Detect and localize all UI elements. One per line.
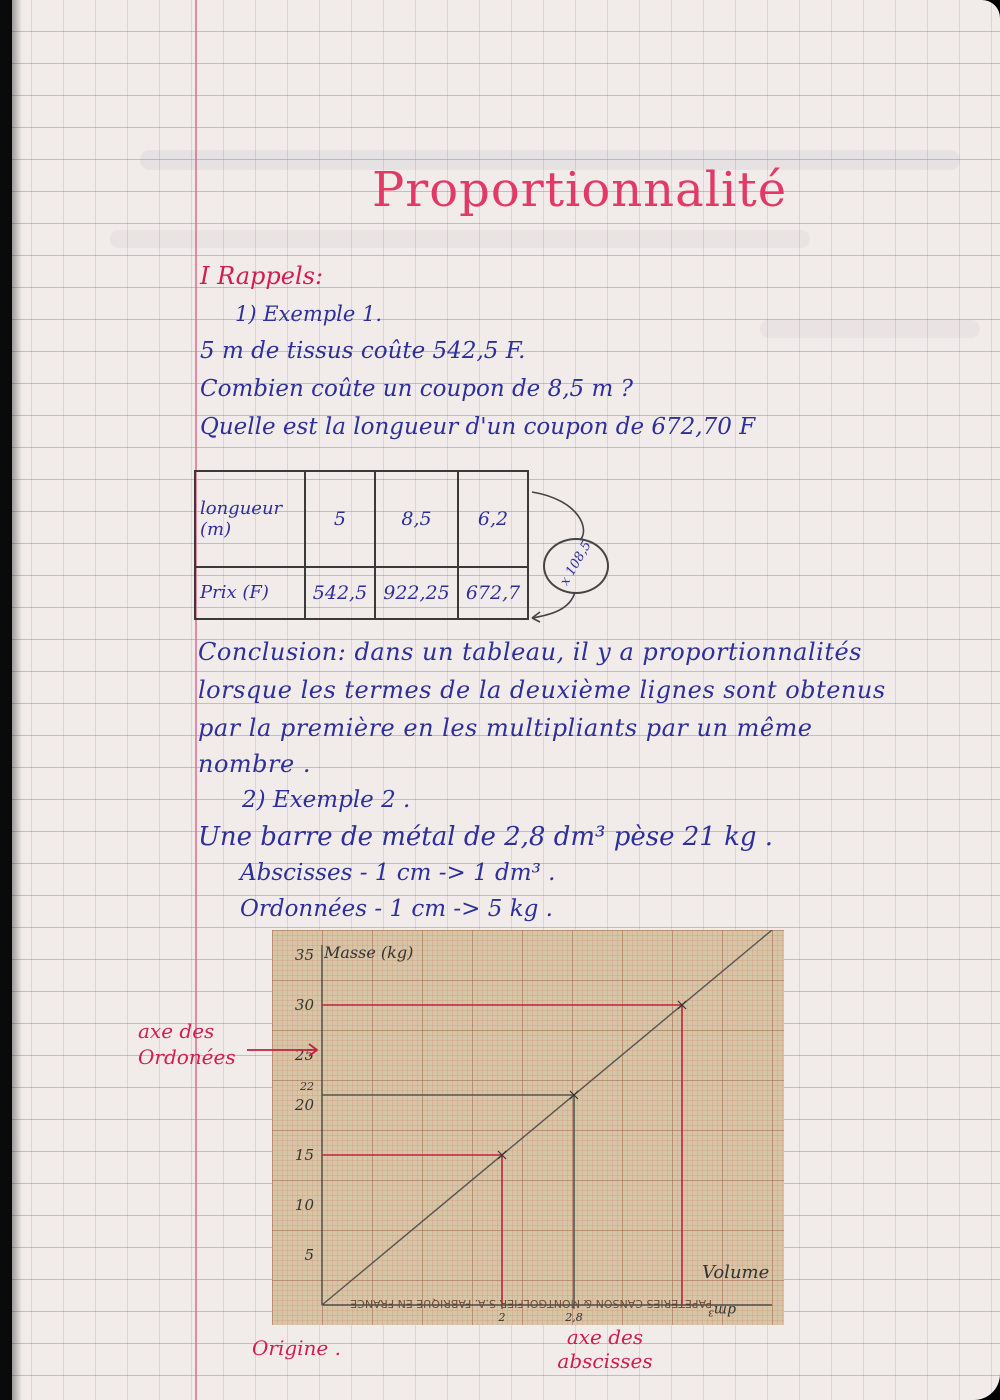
spine-shadow [12,0,22,1400]
paper-imprint: PAPETERIES CANSON & MONTGOLFIER S.A. FABRIQUE EN FRANCE [350,1297,712,1310]
table-cell-label: Prix (F) [195,567,305,619]
annotation-axe-abscisses: axe des abscisses [557,1325,653,1373]
chart-xlabel: Volume [702,1262,770,1283]
multiplier-label: x 108,5 [557,538,595,589]
example2-line1: Une barre de métal de 2,8 dm³ pèse 21 kg . [198,822,774,852]
multiplier-bubble [543,538,609,594]
chart-x-unit: dm³ [708,1302,736,1318]
y-tick-label: 5 [304,1246,314,1264]
ordinate-scale: Ordonnées - 1 cm -> 5 kg . [240,896,553,922]
x-tick-label: 2,8 [565,1311,583,1324]
graph-paper [272,930,784,1325]
table-cell: 922,25 [375,567,458,619]
y-tick-label: 30 [294,996,314,1014]
y-tick-label: 20 [294,1096,314,1114]
show-through-smudge [760,320,980,338]
conclusion-line1: Conclusion: dans un tableau, il y a proportionnalités [198,638,862,666]
proportion-table [194,470,529,620]
table-cell-label: longueur (m) [195,471,305,567]
table-cell: 542,5 [305,567,375,619]
table-cell: 672,7 [458,567,528,619]
show-through-smudge [110,230,810,248]
scan-edge [0,0,12,1400]
y-tick-label: 15 [294,1146,314,1164]
margin-line [195,0,197,1400]
example1-line2: Combien coûte un coupon de 8,5 m ? [200,376,633,402]
annotation-origine: Origine . [252,1336,341,1360]
example2-heading: 2) Exemple 2 . [242,787,411,813]
y-tick-label: 35 [294,946,314,964]
table-row [195,471,528,567]
table-row [195,567,528,619]
example1-line3: Quelle est la longueur d'un coupon de 672,70 F [200,414,756,440]
abscissa-scale: Abscisses - 1 cm -> 1 dm³ . [240,860,556,886]
y-tick-label: 10 [294,1196,314,1214]
annotation-axe-ordonnees: axe des Ordonées [138,1019,236,1069]
conclusion-line4: nombre . [198,750,311,778]
table-cell: 5 [305,471,375,567]
example1-line1: 5 m de tissus coûte 542,5 F. [200,338,526,364]
section-heading: I Rappels: [200,262,324,290]
y-tick-label: 25 [294,1046,314,1064]
conclusion-line3: par la première en les multipliants par un même [198,714,813,742]
conclusion-line2: lorsque les termes de la deuxième lignes sont obtenus [198,676,886,704]
ordinate-arrow [245,1040,325,1060]
table-cell: 6,2 [458,471,528,567]
table-cell: 8,5 [375,471,458,567]
x-tick-label: 2 [498,1311,506,1324]
page-title: Proportionnalité [372,162,788,218]
example1-heading: 1) Exemple 1. [235,302,383,326]
y-tick-label: 22 [300,1080,314,1093]
chart-ylabel: Masse (kg) [324,943,414,962]
proportionality-chart [272,930,784,1325]
